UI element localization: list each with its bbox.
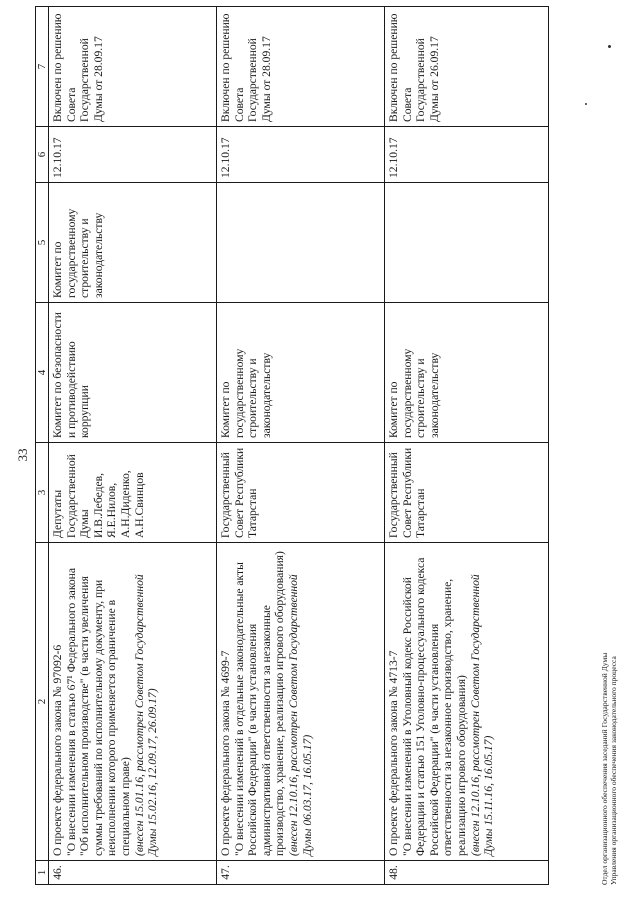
footer-line: Отдел организационного обеспечения заседаний Государственной Думы: [600, 652, 609, 885]
initiator-cell: Депутаты Государственной Думы И.В.Лебедев, Я.Е.Нилов, А.Н.Диденко, А.Н.Свинцов: [49, 443, 217, 543]
agenda-table: [35, 6, 549, 885]
footer: [600, 653, 618, 885]
bill-title: О проекте федерального закона № 4699-7: [219, 650, 232, 856]
committee-submitted-cell: Комитет по государственному строительству и законодательству: [385, 303, 549, 443]
bill-note: (внесен 12.10.16, рассмотрен Советом Государственной Думы 15.11.16, 16.05.17): [468, 574, 496, 856]
scan-speck: [585, 103, 587, 105]
date-cell: 12.10.17: [49, 127, 217, 183]
bill-cell: [49, 543, 217, 861]
bill-description: "О внесении изменения в статью 67¹ Федерального закона "Об исполнительном производстве" (в части увеличения суммы требований по исполнительному документу, при неисполнении которого применяется ограничение в специальном праве): [64, 567, 132, 856]
column-header: 6: [36, 127, 49, 183]
bill-note: (внесен 12.10.16, рассмотрен Советом Государственной Думы 06.03.17, 16.05.17): [286, 574, 314, 856]
date-cell: 12.10.17: [217, 127, 385, 183]
bill-cell: [385, 543, 549, 861]
bill-title: О проекте федерального закона № 97092-6: [51, 644, 64, 856]
row-number: 46.: [49, 861, 217, 885]
date-cell: 12.10.17: [385, 127, 549, 183]
row-number: 48.: [385, 861, 549, 885]
bill-note: (внесен 15.01.16, рассмотрен Советом Государственной Думы 15.02.16, 12.09.17, 26.09.17): [132, 574, 160, 856]
column-header: 5: [36, 183, 49, 303]
page-number: 33: [15, 448, 30, 462]
decision-cell: Включен по решению Совета Государственной Думы от 28.09.17: [217, 7, 385, 127]
column-number-row: [36, 7, 49, 885]
column-header: 1: [36, 861, 49, 885]
column-header: 2: [36, 543, 49, 861]
bill-description: "О внесении изменений в Уголовный кодекс Российской Федерации и статью 151 Уголовно-процессуального кодекса Российской Федерации" (в части установления ответственности за незаконное производство, хранение, реализацию игрового оборудования): [400, 557, 468, 856]
committee-responsible-cell: Комитет по государственному строительству и законодательству: [49, 183, 217, 303]
table-row: [385, 7, 549, 885]
footer-line: Управления организационного обеспечения законодательного процесса: [609, 656, 618, 885]
committee-responsible-cell: [217, 183, 385, 303]
column-header: 7: [36, 7, 49, 127]
column-header: 4: [36, 303, 49, 443]
committee-submitted-cell: Комитет по государственному строительству и законодательству: [217, 303, 385, 443]
initiator-cell: Государственный Совет Республики Татарстан: [217, 443, 385, 543]
decision-cell: Включен по решению Совета Государственной Думы от 26.09.17: [385, 7, 549, 127]
scan-speck: [608, 45, 611, 48]
table-row: [217, 7, 385, 885]
bill-cell: [217, 543, 385, 861]
table-row: [49, 7, 217, 885]
column-header: 3: [36, 443, 49, 543]
committee-submitted-cell: Комитет по безопасности и противодействию коррупции: [49, 303, 217, 443]
bill-description: "О внесении изменений в отдельные законодательные акты Российской Федерации" (в части установления административной ответственности за незаконные производство, хранение, реализацию игрового оборудования): [232, 551, 287, 856]
bill-title: О проекте федерального закона № 4713-7: [387, 650, 400, 856]
row-number: 47.: [217, 861, 385, 885]
initiator-cell: Государственный Совет Республики Татарстан: [385, 443, 549, 543]
decision-cell: Включен по решению Совета Государственной Думы от 28.09.17: [49, 7, 217, 127]
committee-responsible-cell: [385, 183, 549, 303]
